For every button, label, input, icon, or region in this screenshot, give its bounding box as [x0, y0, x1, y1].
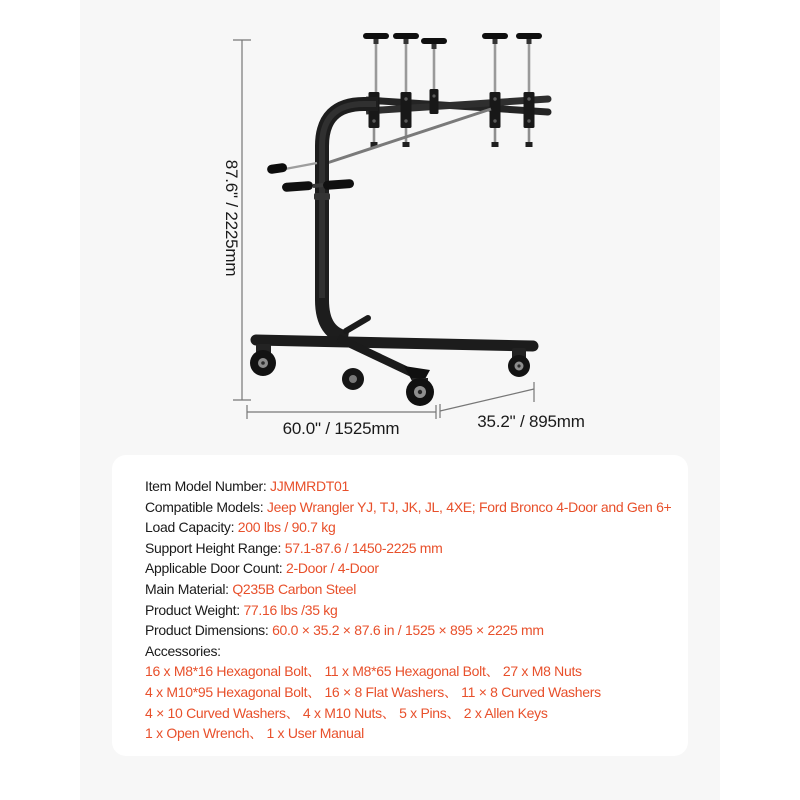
spec-row-model [145, 476, 662, 497]
spec-row-door-count [145, 558, 662, 579]
rod-clamps [369, 89, 535, 147]
spec-value: 77.16 lbs /35 kg [243, 601, 338, 618]
accessory-text: 16 x M8*16 Hexagonal Bolt、 11 x M8*65 Hexagonal Bolt、 27 x M8 Nuts [145, 663, 582, 680]
base-frame [256, 318, 533, 390]
spec-row-load-capacity [145, 517, 662, 538]
hanger-rods [363, 33, 542, 96]
caster-right [508, 348, 530, 377]
spec-label: Applicable Door Count: [145, 560, 286, 577]
spec-value: Jeep Wrangler YJ, TJ, JK, JL, 4XE; Ford Bronco 4-Door and Gen 6+ [266, 498, 672, 515]
caster-left [250, 344, 276, 376]
spec-label: Main Material: [145, 580, 233, 597]
spec-value: 60.0 × 35.2 × 87.6 in / 1525 × 895 × 2225 mm [272, 622, 544, 639]
spec-value: 200 lbs / 90.7 kg [237, 519, 336, 536]
depth-dimension-label: 35.2" / 895mm [477, 412, 585, 431]
spec-label: Item Model Number: [145, 478, 271, 494]
accessory-line [145, 703, 662, 724]
accessory-line [145, 682, 662, 703]
spec-label: Product Dimensions: [145, 622, 273, 639]
main-post [322, 104, 378, 338]
spec-value: 57.1-87.6 / 1450-2225 mm [284, 539, 443, 556]
accessory-text: 4 × 10 Curved Washers、 4 x M10 Nuts、 5 x Pins、 2 x Allen Keys [145, 704, 548, 721]
accessory-text: 1 x Open Wrench、 1 x User Manual [145, 725, 364, 742]
accessory-line [145, 723, 662, 744]
caster-front [404, 366, 434, 406]
product-image-stage [80, 0, 720, 800]
height-dimension-label: 87.6" / 2225mm [222, 159, 241, 277]
spec-value: Q235B Carbon Steel [232, 580, 357, 597]
spec-value: 2-Door / 4-Door [285, 560, 379, 577]
spec-label: Accessories: [145, 642, 221, 659]
spec-row-weight [145, 600, 662, 621]
spec-row-material [145, 579, 662, 600]
product-dimension-figure [80, 0, 720, 455]
spec-panel [112, 455, 688, 756]
spec-row-compatible-models [145, 497, 672, 518]
spec-label: Compatible Models: [145, 498, 267, 515]
accessory-line [145, 661, 662, 682]
spec-row-dimensions [145, 620, 662, 641]
spec-row-support-height [145, 538, 662, 559]
spec-label: Load Capacity: [145, 519, 238, 536]
lock-lever [267, 163, 317, 175]
spec-row-accessories-heading [145, 641, 662, 662]
accessory-text: 4 x M10*95 Hexagonal Bolt、 16 × 8 Flat Washers、 11 × 8 Curved Washers [145, 683, 601, 700]
spec-label: Support Height Range: [145, 539, 285, 556]
width-dimension-label: 60.0" / 1525mm [282, 419, 400, 438]
spec-value: JJMMRDT01 [270, 478, 349, 494]
spec-label: Product Weight: [145, 601, 244, 618]
